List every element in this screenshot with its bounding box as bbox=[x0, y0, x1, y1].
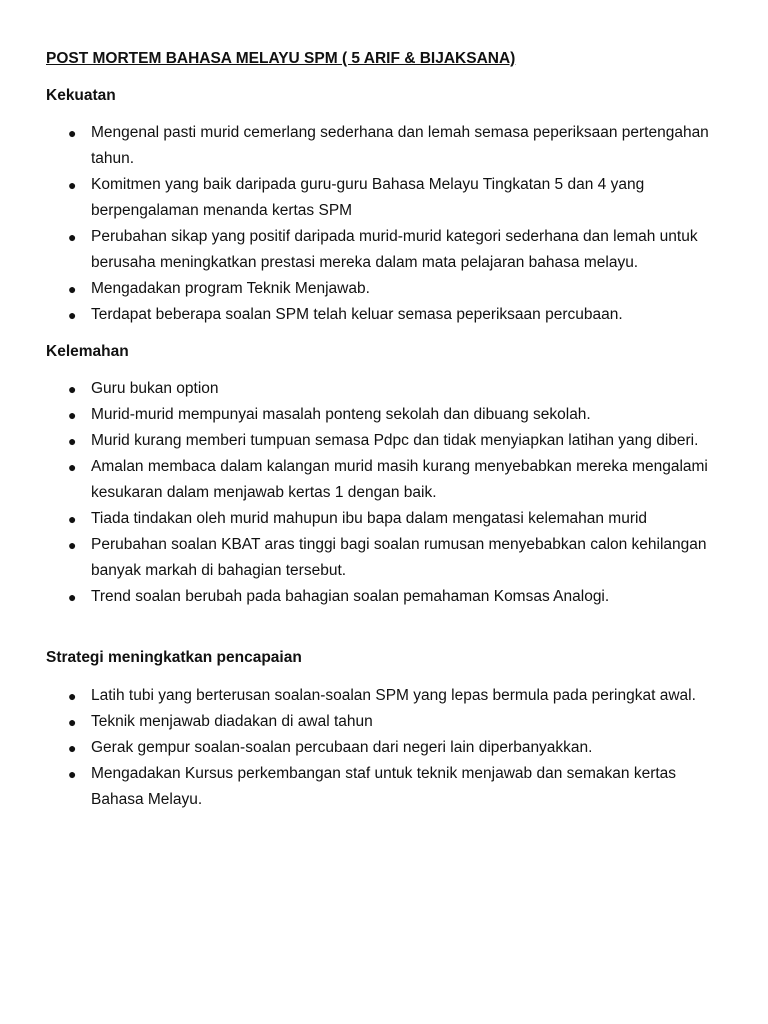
list-item bbox=[46, 276, 728, 302]
list-item-text: Murid-murid mempunyai masalah ponteng sekolah dan dibuang sekolah. bbox=[91, 406, 591, 423]
list-item-text: Tiada tindakan oleh murid mahupun ibu bapa dalam mengatasi kelemahan murid bbox=[91, 510, 648, 527]
list-item bbox=[46, 532, 728, 584]
list-item bbox=[46, 454, 728, 506]
bullet-icon: ● bbox=[68, 177, 77, 193]
list-item-text: Perubahan soalan KBAT aras tinggi bagi soalan rumusan menyebabkan calon kehilangan banyak markah di bahagian tersebut. bbox=[91, 536, 707, 579]
bullet-icon: ● bbox=[68, 281, 77, 297]
bullet-icon: ● bbox=[68, 511, 77, 527]
list-item-text: Amalan membaca dalam kalangan murid masih kurang menyebabkan mereka mengalami kesukaran dalam menjawab kertas 1 dengan baik. bbox=[91, 458, 708, 501]
list-item bbox=[46, 735, 728, 761]
section-heading-kekuatan: Kekuatan bbox=[46, 87, 116, 104]
bullet-icon: ● bbox=[68, 714, 77, 730]
list-item bbox=[46, 761, 728, 813]
bullet-icon: ● bbox=[68, 229, 77, 245]
bullet-icon: ● bbox=[68, 125, 77, 141]
section-heading-kelemahan: Kelemahan bbox=[46, 343, 129, 360]
bullet-icon: ● bbox=[68, 537, 77, 553]
list-item bbox=[46, 683, 728, 709]
bullet-list-strategi bbox=[46, 683, 728, 813]
list-item-text: Mengenal pasti murid cemerlang sederhana dan lemah semasa peperiksaan pertengahan tahun. bbox=[91, 124, 709, 167]
section-heading-strategi: Strategi meningkatkan pencapaian bbox=[46, 649, 302, 666]
list-item-text: Trend soalan berubah pada bahagian soalan pemahaman Komsas Analogi. bbox=[91, 588, 610, 605]
list-item-text: Latih tubi yang berterusan soalan-soalan SPM yang lepas bermula pada peringkat awal. bbox=[91, 687, 696, 704]
bullet-icon: ● bbox=[68, 381, 77, 397]
list-item bbox=[46, 224, 728, 276]
list-item bbox=[46, 302, 728, 328]
bullet-icon: ● bbox=[68, 407, 77, 423]
list-item bbox=[46, 402, 728, 428]
list-item-text: Teknik menjawab diadakan di awal tahun bbox=[91, 713, 373, 730]
bullet-icon: ● bbox=[68, 766, 77, 782]
bullet-list-kelemahan bbox=[46, 376, 728, 610]
list-item bbox=[46, 709, 728, 735]
list-item-text: Gerak gempur soalan-soalan percubaan dari negeri lain diperbanyakkan. bbox=[91, 739, 593, 756]
bullet-icon: ● bbox=[68, 433, 77, 449]
list-item-text: Mengadakan program Teknik Menjawab. bbox=[91, 280, 370, 297]
list-item-text: Murid kurang memberi tumpuan semasa Pdpc dan tidak menyiapkan latihan yang diberi. bbox=[91, 432, 699, 449]
list-item-text: Mengadakan Kursus perkembangan staf untuk teknik menjawab dan semakan kertas Bahasa Melayu. bbox=[91, 765, 677, 808]
list-item-text: Perubahan sikap yang positif daripada murid-murid kategori sederhana dan lemah untuk berusaha meningkatkan prestasi mereka dalam mata pelajaran bahasa melayu. bbox=[91, 228, 698, 271]
document-title: POST MORTEM BAHASA MELAYU SPM ( 5 ARIF & BIJAKSANA) bbox=[46, 50, 516, 67]
list-item bbox=[46, 376, 728, 402]
bullet-icon: ● bbox=[68, 307, 77, 323]
bullet-icon: ● bbox=[68, 589, 77, 605]
list-item-text: Komitmen yang baik daripada guru-guru Bahasa Melayu Tingkatan 5 dan 4 yang berpengalaman menanda kertas SPM bbox=[91, 176, 645, 219]
bullet-list-kekuatan bbox=[46, 120, 728, 328]
bullet-icon: ● bbox=[68, 688, 77, 704]
list-item bbox=[46, 172, 728, 224]
bullet-icon: ● bbox=[68, 740, 77, 756]
list-item-text: Guru bukan option bbox=[91, 380, 219, 397]
list-item bbox=[46, 584, 728, 610]
list-item bbox=[46, 506, 728, 532]
list-item bbox=[46, 120, 728, 172]
list-item bbox=[46, 428, 728, 454]
bullet-icon: ● bbox=[68, 459, 77, 475]
list-item-text: Terdapat beberapa soalan SPM telah keluar semasa peperiksaan percubaan. bbox=[91, 306, 623, 323]
